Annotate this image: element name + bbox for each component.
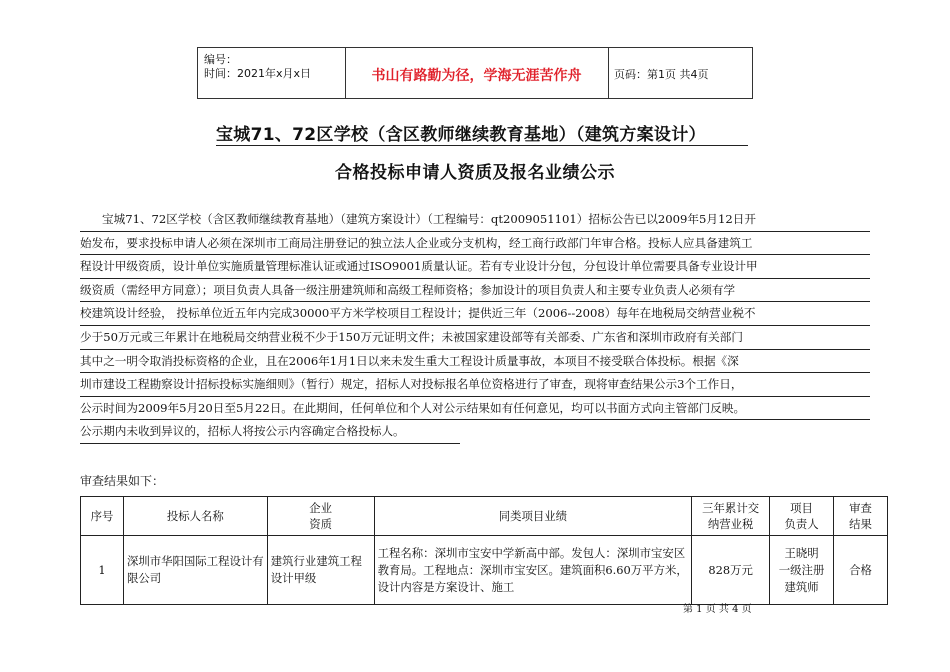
document-number-label: 编号：	[204, 53, 237, 66]
header-box	[197, 47, 753, 99]
title-underline	[216, 145, 748, 146]
paragraph-line: 公示期内未收到异议的，招标人将按公示内容确定合格投标人。	[80, 420, 460, 444]
header-result: 审查 结果	[834, 497, 888, 536]
paragraph-line: 圳市建设工程勘察设计招标投标实施细则》（暂行）规定，招标人对投标报名单位资格进行了审查，现将审查结果公示3个工作日，	[80, 373, 870, 397]
paragraph-line: 始发布，要求投标申请人必须在深圳市工商局注册登记的独立法人企业或分支机构，经工商行政部门年审合格。投标人应具备建筑工	[80, 232, 870, 256]
header-motto: 书山有路勤为径，学海无涯苦作舟	[371, 68, 582, 84]
document-title: 宝城71、72区学校（含区教师继续教育基地）（建筑方案设计）	[216, 125, 706, 145]
paragraph-line: 程设计甲级资质，设计单位实施质量管理标准认证或通过ISO9001质量认证。若有专业设计分包，分包设计单位需要具备专业设计甲	[80, 255, 870, 279]
paragraph-line: 校建筑设计经验， 投标单位近五年内完成30000平方米学校项目工程设计；提供近三年（2006--2008）每年在地税局交纳营业税不	[80, 302, 870, 326]
document-subtitle: 合格投标申请人资质及报名业绩公示	[335, 163, 615, 183]
review-results-table	[80, 496, 888, 605]
cell-tax: 828万元	[692, 536, 770, 605]
cell-performance: 工程名称：深圳市宝安中学新高中部。发包人：深圳市宝安区教育局。工程地点：深圳市宝安区。建筑面积6.60万平方米，设计内容是方案设计、施工	[374, 536, 692, 605]
header-qualification: 企业 资质	[267, 497, 374, 536]
table-row	[81, 536, 888, 605]
header-motto-cell	[345, 48, 609, 98]
header-bidder: 投标人名称	[123, 497, 267, 536]
review-results-label: 审查结果如下：	[80, 474, 165, 488]
header-page-cell	[608, 48, 752, 98]
cell-leader: 王晓明 一级注册建筑师	[770, 536, 834, 605]
cell-bidder: 深圳市华阳国际工程设计有限公司	[123, 536, 267, 605]
cell-qualification: 建筑行业建筑工程设计甲级	[267, 536, 374, 605]
header-tax: 三年累计交 纳营业税	[692, 497, 770, 536]
paragraph-line: 级资质（需经甲方同意）；项目负责人具备一级注册建筑师和高级工程师资格；参加设计的项目负责人和主要专业负责人必须有学	[80, 279, 870, 303]
table-header-row	[81, 497, 888, 536]
header-info-cell	[198, 48, 346, 98]
header-page-number: 页码：第1页 共4页	[614, 68, 709, 81]
header-seq: 序号	[81, 497, 124, 536]
paragraph-line: 其中之一明令取消投标资格的企业，且在2006年1月1日以来未发生重大工程设计质量事故，本项目不接受联合体投标。根据《深	[80, 350, 870, 374]
header-leader: 项目 负责人	[770, 497, 834, 536]
announcement-paragraph	[80, 208, 870, 444]
cell-result: 合格	[834, 536, 888, 605]
paragraph-line: 公示时间为2009年5月20日至5月22日。在此期间，任何单位和个人对公示结果如有任何意见，均可以书面方式向主管部门反映。	[80, 397, 870, 421]
page-footer: 第 1 页 共 4 页	[683, 604, 752, 615]
cell-seq: 1	[81, 536, 124, 605]
paragraph-line: 少于50万元或三年累计在地税局交纳营业税不少于150万元证明文件；未被国家建设部等有关部委、广东省和深圳市政府有关部门	[80, 326, 870, 350]
header-performance: 同类项目业绩	[374, 497, 692, 536]
paragraph-line: 宝城71、72区学校（含区教师继续教育基地）（建筑方案设计）（工程编号：qt2009051101）招标公告已以2009年5月12日开	[80, 208, 870, 232]
document-time-label: 时间：2021年x月x日	[204, 67, 312, 80]
